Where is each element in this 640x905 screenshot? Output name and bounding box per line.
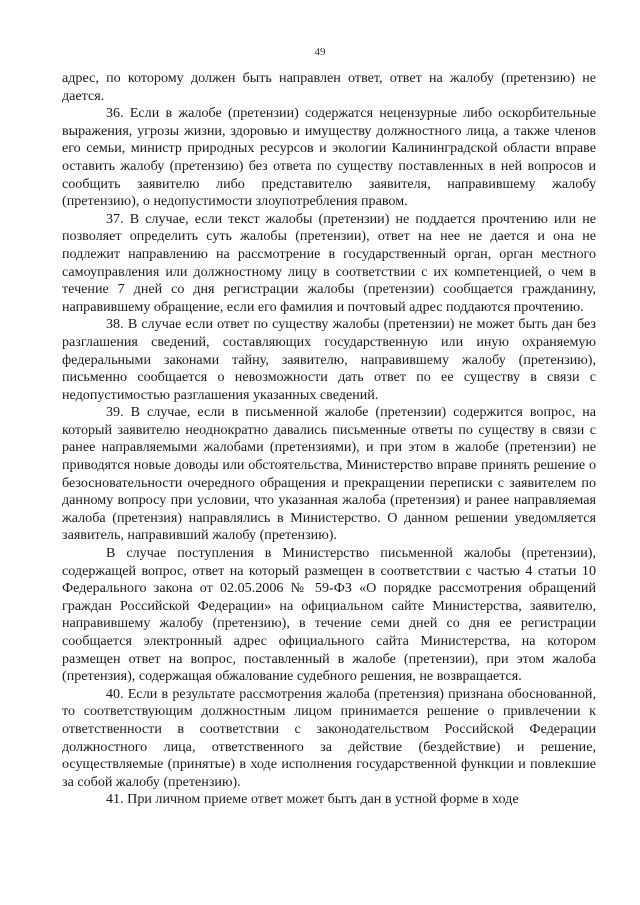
paragraph-40: 40. Если в результате рассмотрения жалоба (претензия) признана обоснованной, то соответствующим должностным лицом принимается решение о привлечении к ответственности в соответствии с законодательством Российской Федерации должностного лица, ответственного за действие (бездействие) и решение, осуществляемые (принятые) в ходе исполнения государственной функции и повлекшие за собой жалобу (претензию). (62, 685, 596, 790)
paragraph-39-continued: В случае поступления в Министерство письменной жалобы (претензии), содержащей вопрос, ответ на который размещен в соответствии с частью 4 статьи 10 Федерального закона от 02.05.2006 № 59-ФЗ «О порядке рассмотрения обращений граждан Российской Федерации» на официальном сайте Министерства, заявителю, направившему жалобу (претензию), в течение семи дней со дня ее регистрации сообщается электронный адрес официального сайта Министерства, на котором размещен ответ на вопрос, поставленный в жалобе (претензии), при этом жалоба (претензия), содержащая обжалование судебного решения, не возвращается. (62, 545, 596, 685)
paragraph-continuation: адрес, по которому должен быть направлен ответ, ответ на жалобу (претензию) не дается. (62, 70, 596, 104)
paragraph-37: 37. В случае, если текст жалобы (претензии) не поддается прочтению или не позволяет определить суть жалобы (претензии), ответ на нее не дается и она не подлежит направлению на рассмотрение в государственный орган, орган местного самоуправления или должностному лицу в соответствии с их компетенцией, о чем в течение 7 дней со дня регистрации жалобы (претензии) сообщается гражданину, направившему обращение, если его фамилия и почтовый адрес поддаются прочтению. (62, 210, 596, 315)
page-number: 49 (314, 46, 326, 58)
document-body (62, 70, 596, 809)
paragraph-41: 41. При личном приеме ответ может быть дан в устной форме в ходе (106, 791, 519, 808)
paragraph-39: 39. В случае, если в письменной жалобе (претензии) содержится вопрос, на который заявителю неоднократно давались письменные ответы по существу в связи с ранее направляемыми жалобами (претензиями), и при этом в жалобе (претензии) не приводятся новые доводы или обстоятельства, Министерство вправе принять решение о безосновательности очередного обращения и прекращении переписки с заявителем по данному вопросу при условии, что указанная жалоба (претензия) и ранее направляемая жалоба (претензия) направлялись в Министерство. О данном решении уведомляется заявитель, направивший жалобу (претензию). (62, 404, 596, 544)
paragraph-36: 36. Если в жалобе (претензии) содержатся нецензурные либо оскорбительные выражения, угрозы жизни, здоровью и имуществу должностного лица, а также членов его семьи, министр природных ресурсов и экологии Калининградской области вправе оставить жалобу (претензию) без ответа по существу поставленных в ней вопросов и сообщить заявителю либо представителю заявителя, направившему жалобу (претензию), о недопустимости злоупотребления правом. (62, 105, 596, 210)
paragraph-38: 38. В случае если ответ по существу жалобы (претензии) не может быть дан без разглашения сведений, составляющих государственную или иную охраняемую федеральными законами тайну, заявителю, направившему жалобу (претензию), письменно сообщается о невозможности дать ответ по ее существу в связи с недопустимостью разглашения указанных сведений. (62, 316, 596, 403)
